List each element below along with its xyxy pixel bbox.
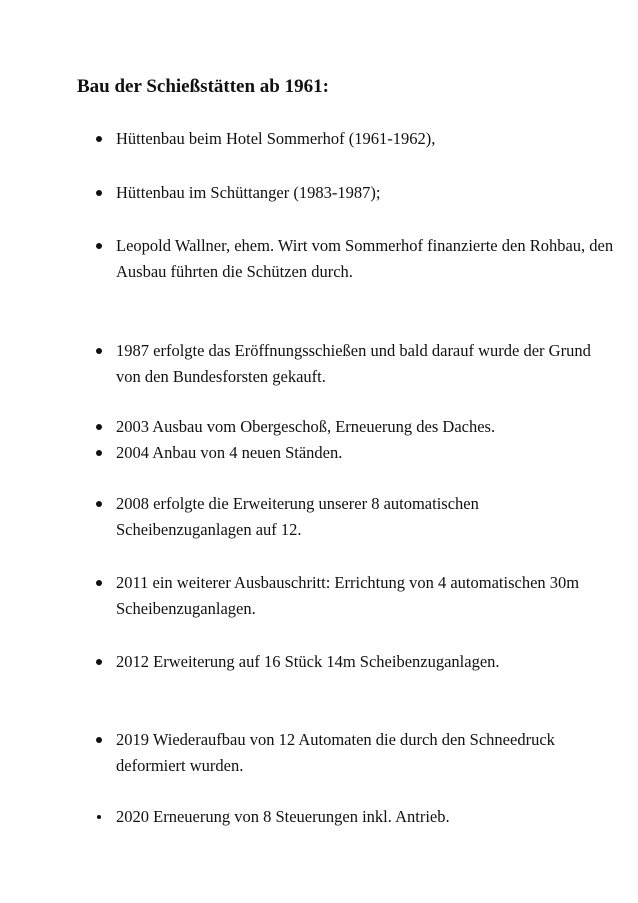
list-item: 2012 Erweiterung auf 16 Stück 14m Scheibenzuganlagen. bbox=[116, 649, 616, 675]
list-item: Leopold Wallner, ehem. Wirt vom Sommerhof finanzierte den Rohbau, den Ausbau führten die Schützen durch. bbox=[116, 233, 616, 285]
list-item: 1987 erfolgte das Eröffnungsschießen und bald darauf wurde der Grund von den Bundesforsten gekauft. bbox=[116, 338, 616, 390]
list-item: 2008 erfolgte die Erweiterung unserer 8 automatischen Scheibenzuganlagen auf 12. bbox=[116, 491, 616, 543]
list-item: 2004 Anbau von 4 neuen Ständen. bbox=[116, 440, 616, 466]
list-item: 2019 Wiederaufbau von 12 Automaten die durch den Schneedruck deformiert wurden. bbox=[116, 727, 616, 779]
list-item: Hüttenbau im Schüttanger (1983-1987); bbox=[116, 180, 616, 206]
list-item: 2011 ein weiterer Ausbauschritt: Errichtung von 4 automatischen 30m Scheibenzuganlagen. bbox=[116, 570, 616, 622]
page-title: Bau der Schießstätten ab 1961: bbox=[77, 76, 329, 97]
list-item: 2020 Erneuerung von 8 Steuerungen inkl. Antrieb. bbox=[116, 804, 616, 830]
list-item: Hüttenbau beim Hotel Sommerhof (1961-1962), bbox=[116, 126, 616, 152]
list-item: 2003 Ausbau vom Obergeschoß, Erneuerung des Daches. bbox=[116, 414, 616, 440]
